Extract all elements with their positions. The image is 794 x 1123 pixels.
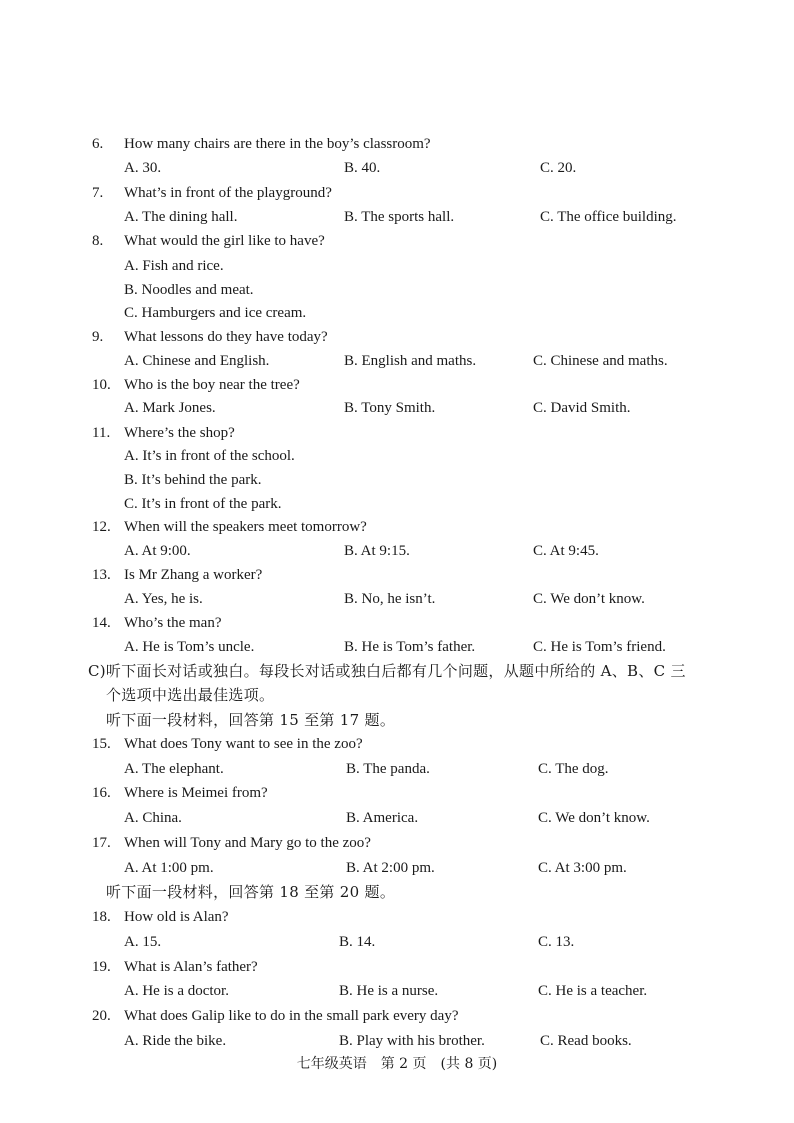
question-9 <box>0 326 794 348</box>
options-10 <box>0 397 794 419</box>
question-text: When will Tony and Mary go to the zoo? <box>124 835 371 851</box>
question-number: 13. <box>92 567 111 583</box>
question-18 <box>0 906 794 928</box>
option-a: A. 15. <box>124 934 162 950</box>
question-text: When will the speakers meet tomorrow? <box>124 519 367 535</box>
question-number: 10. <box>92 377 111 393</box>
question-number: 18. <box>92 909 111 925</box>
option-c: C. At 3:00 pm. <box>538 860 627 876</box>
option-c: C. Hamburgers and ice cream. <box>124 305 307 321</box>
option-a: A. 30. <box>124 160 162 176</box>
option-a: A. China. <box>124 810 182 826</box>
options-6 <box>0 157 794 179</box>
question-12 <box>0 516 794 538</box>
option-c: C. He is a teacher. <box>538 983 648 999</box>
question-text: How old is Alan? <box>124 909 229 925</box>
question-text: What is Alan’s father? <box>124 959 258 975</box>
question-6 <box>0 133 794 155</box>
question-number: 16. <box>92 785 111 801</box>
question-13 <box>0 564 794 586</box>
option-a: A. At 9:00. <box>124 543 191 559</box>
question-15 <box>0 733 794 755</box>
options-15 <box>0 758 794 780</box>
option-b: B. At 9:15. <box>344 543 410 559</box>
options-11c <box>0 493 794 515</box>
option-b: B. The panda. <box>346 761 430 777</box>
page-footer: 七年级英语 第 2 页 (共 8 页) <box>296 1056 498 1072</box>
options-13 <box>0 588 794 610</box>
option-b: B. 14. <box>339 934 376 950</box>
question-number: 9. <box>92 329 104 345</box>
instruction-18-20: 听下面一段材料，回答第 18 至第 20 题。 <box>106 883 396 901</box>
section-c-heading-line1: C)听下面长对话或独白。每段长对话或独白后都有几个问题，从题中所给的 A、B、C 三 <box>88 662 686 680</box>
options-7 <box>0 206 794 228</box>
option-a: A. He is a doctor. <box>124 983 229 999</box>
question-14 <box>0 612 794 634</box>
options-16 <box>0 807 794 829</box>
option-b: B. It’s behind the park. <box>124 472 262 488</box>
option-c: C. David Smith. <box>533 400 631 416</box>
question-number: 19. <box>92 959 111 975</box>
option-c: C. The dog. <box>538 761 609 777</box>
options-9 <box>0 350 794 372</box>
option-a: A. Mark Jones. <box>124 400 216 416</box>
question-number: 20. <box>92 1008 111 1024</box>
option-a: A. The elephant. <box>124 761 224 777</box>
question-text: Is Mr Zhang a worker? <box>124 567 263 583</box>
option-c: C. He is Tom’s friend. <box>533 639 666 655</box>
option-b: B. Noodles and meat. <box>124 282 254 298</box>
question-text: What lessons do they have today? <box>124 329 328 345</box>
section-c-heading-line2: 个选项中选出最佳选项。 <box>106 686 275 704</box>
options-8b <box>0 279 794 301</box>
option-b: B. He is Tom’s father. <box>344 639 476 655</box>
question-text: What would the girl like to have? <box>124 233 325 249</box>
question-number: 6. <box>92 136 104 152</box>
instruction-15-17: 听下面一段材料，回答第 15 至第 17 题。 <box>106 711 396 729</box>
options-11a <box>0 445 794 467</box>
option-c: C. The office building. <box>540 209 677 225</box>
question-8 <box>0 230 794 252</box>
option-a: A. Fish and rice. <box>124 258 224 274</box>
option-a: A. It’s in front of the school. <box>124 448 295 464</box>
question-10 <box>0 374 794 396</box>
option-c: C. 20. <box>540 160 577 176</box>
option-a: A. Chinese and English. <box>124 353 270 369</box>
question-text: What does Galip like to do in the small park every day? <box>124 1008 459 1024</box>
question-16 <box>0 782 794 804</box>
option-b: B. English and maths. <box>344 353 477 369</box>
option-b: B. Tony Smith. <box>344 400 436 416</box>
option-b: B. He is a nurse. <box>339 983 439 999</box>
option-a: A. He is Tom’s uncle. <box>124 639 255 655</box>
option-b: B. America. <box>346 810 419 826</box>
question-text: Who’s the man? <box>124 615 222 631</box>
options-11b <box>0 469 794 491</box>
options-12 <box>0 540 794 562</box>
question-17 <box>0 832 794 854</box>
option-b: B. The sports hall. <box>344 209 455 225</box>
options-20 <box>0 1030 794 1052</box>
question-text: What does Tony want to see in the zoo? <box>124 736 363 752</box>
option-a: A. Ride the bike. <box>124 1033 227 1049</box>
option-c: C. It’s in front of the park. <box>124 496 282 512</box>
option-a: A. The dining hall. <box>124 209 238 225</box>
question-7 <box>0 182 794 204</box>
option-c: C. Read books. <box>540 1033 632 1049</box>
question-text: How many chairs are there in the boy’s classroom? <box>124 136 431 152</box>
options-17 <box>0 857 794 879</box>
option-c: C. We don’t know. <box>538 810 650 826</box>
options-14 <box>0 636 794 658</box>
question-number: 12. <box>92 519 111 535</box>
options-8a <box>0 255 794 277</box>
option-c: C. 13. <box>538 934 575 950</box>
options-18 <box>0 931 794 953</box>
option-a: A. At 1:00 pm. <box>124 860 214 876</box>
question-text: Who is the boy near the tree? <box>124 377 300 393</box>
option-c: C. Chinese and maths. <box>533 353 668 369</box>
question-number: 15. <box>92 736 111 752</box>
question-20 <box>0 1005 794 1027</box>
option-a: A. Yes, he is. <box>124 591 203 607</box>
question-number: 17. <box>92 835 111 851</box>
question-text: Where is Meimei from? <box>124 785 268 801</box>
question-number: 11. <box>92 425 111 441</box>
option-c: C. We don’t know. <box>533 591 645 607</box>
question-number: 7. <box>92 185 104 201</box>
options-8c <box>0 302 794 324</box>
question-text: What’s in front of the playground? <box>124 185 332 201</box>
question-number: 14. <box>92 615 111 631</box>
option-b: B. Play with his brother. <box>339 1033 485 1049</box>
option-b: B. 40. <box>344 160 381 176</box>
option-b: B. At 2:00 pm. <box>346 860 435 876</box>
question-19 <box>0 956 794 978</box>
options-19 <box>0 980 794 1002</box>
question-11 <box>0 422 794 444</box>
option-c: C. At 9:45. <box>533 543 599 559</box>
question-number: 8. <box>92 233 104 249</box>
question-text: Where’s the shop? <box>124 425 235 441</box>
option-b: B. No, he isn’t. <box>344 591 436 607</box>
